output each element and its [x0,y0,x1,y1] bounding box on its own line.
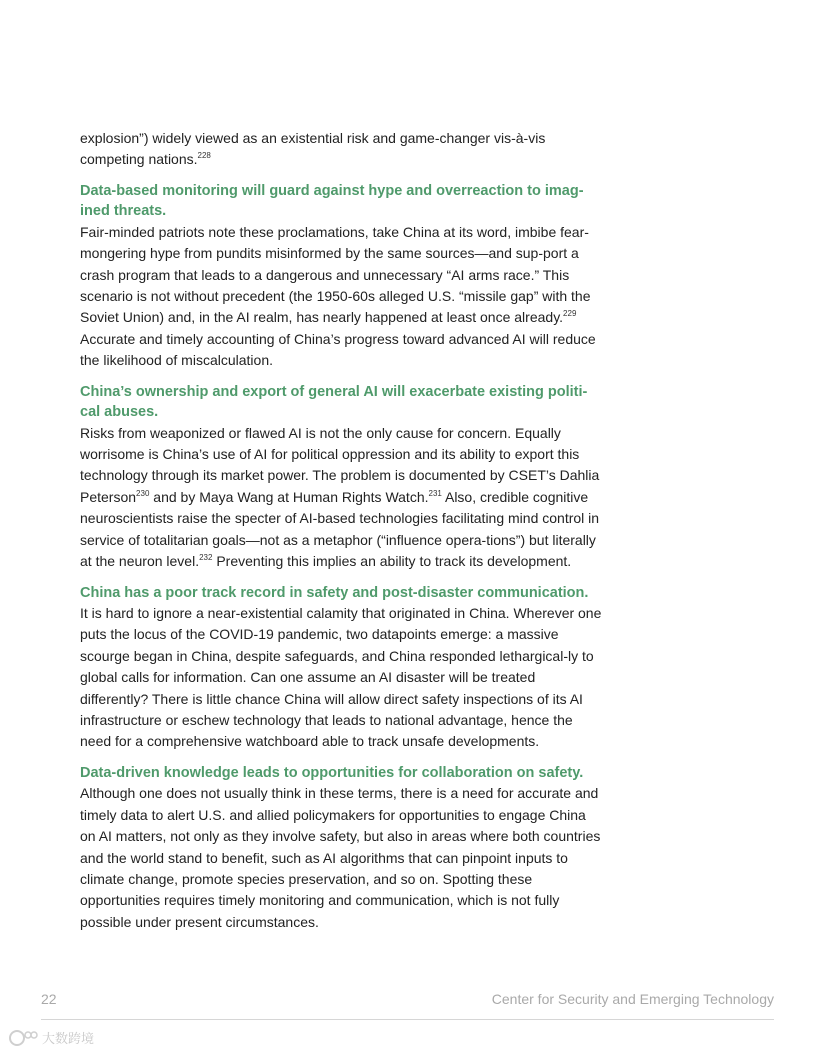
page-number: 22 [41,991,57,1007]
section-heading-collaboration: Data-driven knowledge leads to opportunities for collaboration on safety. [80,764,584,781]
footnote-ref: 230 [136,488,150,498]
document-body [80,128,602,933]
section-paragraph-political-abuses: Risks from weaponized or flawed AI is not the only cause for concern. Equally worrisome is China’s use of AI for political oppression and its ability to export this technology through its market power. The problem is documented by CSET’s Dahlia Peterson$^{230}$ and by Maya Wang at Human Rights Watch.$^{231}$ Also, credible cognitive neuroscientists raise the specter of AI-based technologies facilitating mind control in service of totalitarian goals—not as a metaphor (“influence opera-tions”) but literally at the neuron level.$^{232}$ Preventing this implies an ability to track its development. [80,424,600,570]
intro-paragraph: explosion”) widely viewed as an existential risk and game-changer vis-à-vis competing nations.$^{228}$ [80,130,546,168]
footnote-ref: 229 [563,309,577,319]
watermark-text: 大数跨境 [42,1031,95,1046]
section-paragraph-safety-record: It is hard to ignore a near-existential calamity that originated in China. Wherever one puts the locus of the COVID-19 pandemic, two datapoints emerge: a massive scourge began in China, despite safeguards, and China responded lethargical-ly to global calls for information. Can one assume an AI disaster will be treated differently? There is little chance China will allow direct safety inspections of its AI infrastructure or eschew technology that leads to national advantage, hence the need for a comprehensive watchboard able to track unsafe developments. [80,605,602,750]
footnote-ref: 232 [199,553,213,563]
footer-organization: Center for Security and Emerging Technology [491,991,774,1007]
section-paragraph-collaboration: Although one does not usually think in these terms, there is a need for accurate and timely data to alert U.S. and allied policymakers for opportunities to engage China on AI matters, not only as they involve safety, but also in areas where both countries and the world stand to benefit, such as AI algorithms that can pinpoint inputs to climate change, promote species preservation, and so on. Spotting these opportunities requires timely monitoring and communication, which is not fully possible under present circumstances. [80,785,601,930]
watermark [8,1028,94,1047]
footer-divider [41,1019,774,1020]
section-heading-monitoring: Data-based monitoring will guard against hype and overreaction to imag-ined threats. [80,182,584,220]
brand-logo-icon [8,1029,38,1047]
section-paragraph-monitoring: Fair-minded patriots note these proclamations, take China at its word, imbibe fear-mongering hype from pundits misinformed by the same sources—and sup-port a crash program that leads to a dangerous and unnecessary “AI arms race.” This scenario is not without precedent (the 1950-60s alleged U.S. “missile gap” with the Soviet Union) and, in the AI realm, has nearly happened at least once already.$^{229}$ Accurate and timely accounting of China’s progress toward advanced AI will reduce the likelihood of miscalculation. [80,223,596,369]
section-heading-safety-record: China has a poor track record in safety and post-disaster communication. [80,584,589,601]
footnote-ref: 228 [197,151,211,161]
section-heading-political-abuses: China’s ownership and export of general AI will exacerbate existing politi-cal abuses. [80,383,588,421]
footnote-ref: 231 [428,488,442,498]
